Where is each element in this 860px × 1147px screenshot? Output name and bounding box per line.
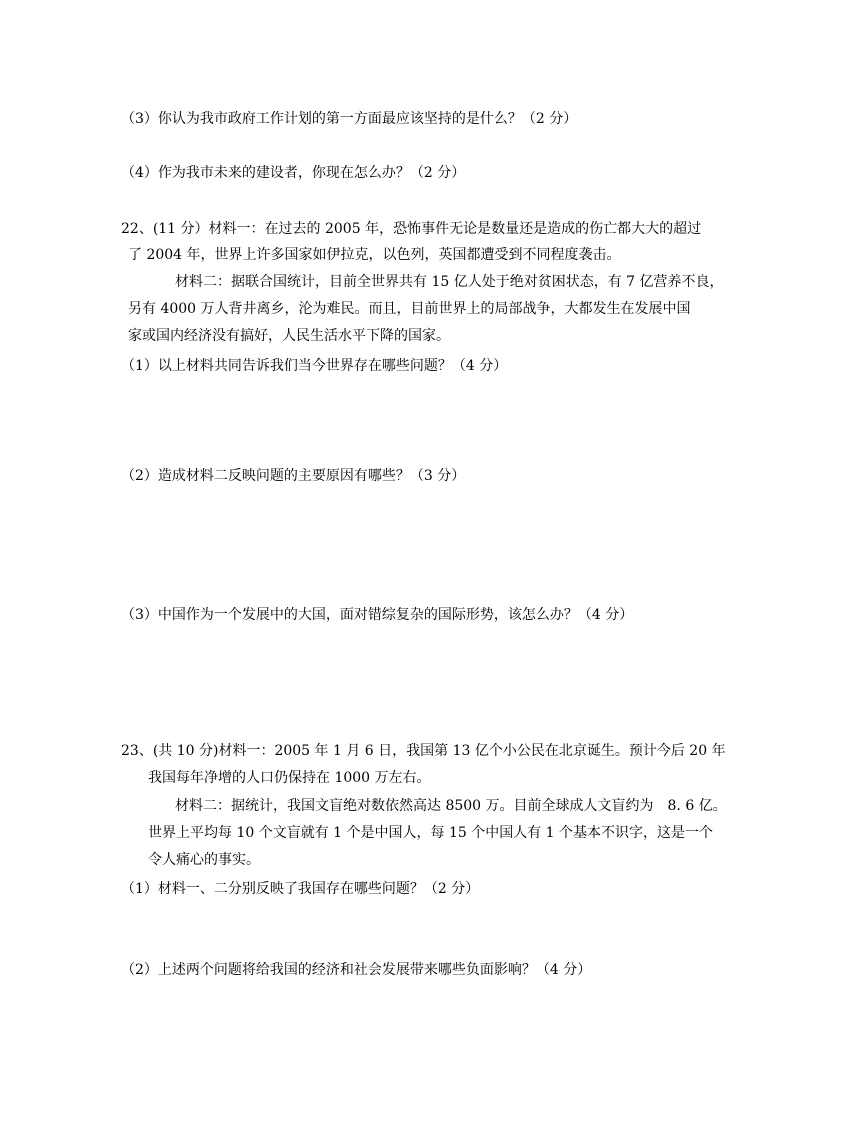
q22-sub2-question: （2）造成材料二反映问题的主要原因有哪些？（3 分） <box>121 468 466 484</box>
q23-material2-line2: 世界上平均每 10 个文盲就有 1 个是中国人，每 15 个中国人有 1 个基本不识字，这是一个 <box>148 825 714 841</box>
q21-sub4-question: （4）作为我市未来的建设者，你现在怎么办？（2 分） <box>121 165 466 181</box>
q23-material2-line3: 令人痛心的事实。 <box>148 852 260 868</box>
q22-intro-line2: 了 2004 年，世界上许多国家如伊拉克，以色列，英国都遭受到不同程度袭击。 <box>128 247 621 263</box>
q23-material2-line1: 材料二：据统计，我国文盲绝对数依然高达 8500 万。目前全球成人文盲约为 8. 6 亿。 <box>175 798 727 814</box>
q23-sub1-question: （1）材料一、二分别反映了我国存在哪些问题？（2 分） <box>121 881 480 897</box>
q22-material2-line2: 另有 4000 万人背井离乡，沦为难民。而且，目前世界上的局部战争，大都发生在发展中国 <box>128 301 691 317</box>
q22-sub3-question: （3）中国作为一个发展中的大国，面对错综复杂的国际形势，该怎么办？（4 分） <box>121 607 634 623</box>
q23-intro-line1: 23、(共 10 分)材料一：2005 年 1 月 6 日，我国第 13 亿个小公民在北京诞生。预计今后 20 年 <box>121 743 726 759</box>
q22-sub1-question: （1）以上材料共同告诉我们当今世界存在哪些问题？（4 分） <box>121 358 508 374</box>
q23-sub2-question: （2）上述两个问题将给我国的经济和社会发展带来哪些负面影响？（4 分） <box>121 962 592 978</box>
q22-material2-line1: 材料二：据联合国统计，目前全世界共有 15 亿人处于绝对贫困状态，有 7 亿营养不良， <box>175 274 724 290</box>
q23-intro-line2: 我国每年净增的人口仍保持在 1000 万左右。 <box>148 770 431 786</box>
q22-intro-line1: 22、(11 分）材料一：在过去的 2005 年，恐怖事件无论是数量还是造成的伤亡都大大的超过 <box>121 221 702 237</box>
q21-sub3-question: （3）你认为我市政府工作计划的第一方面最应该坚持的是什么？（2 分） <box>121 111 578 127</box>
q22-material2-line3: 家或国内经济没有搞好，人民生活水平下降的国家。 <box>128 328 450 344</box>
